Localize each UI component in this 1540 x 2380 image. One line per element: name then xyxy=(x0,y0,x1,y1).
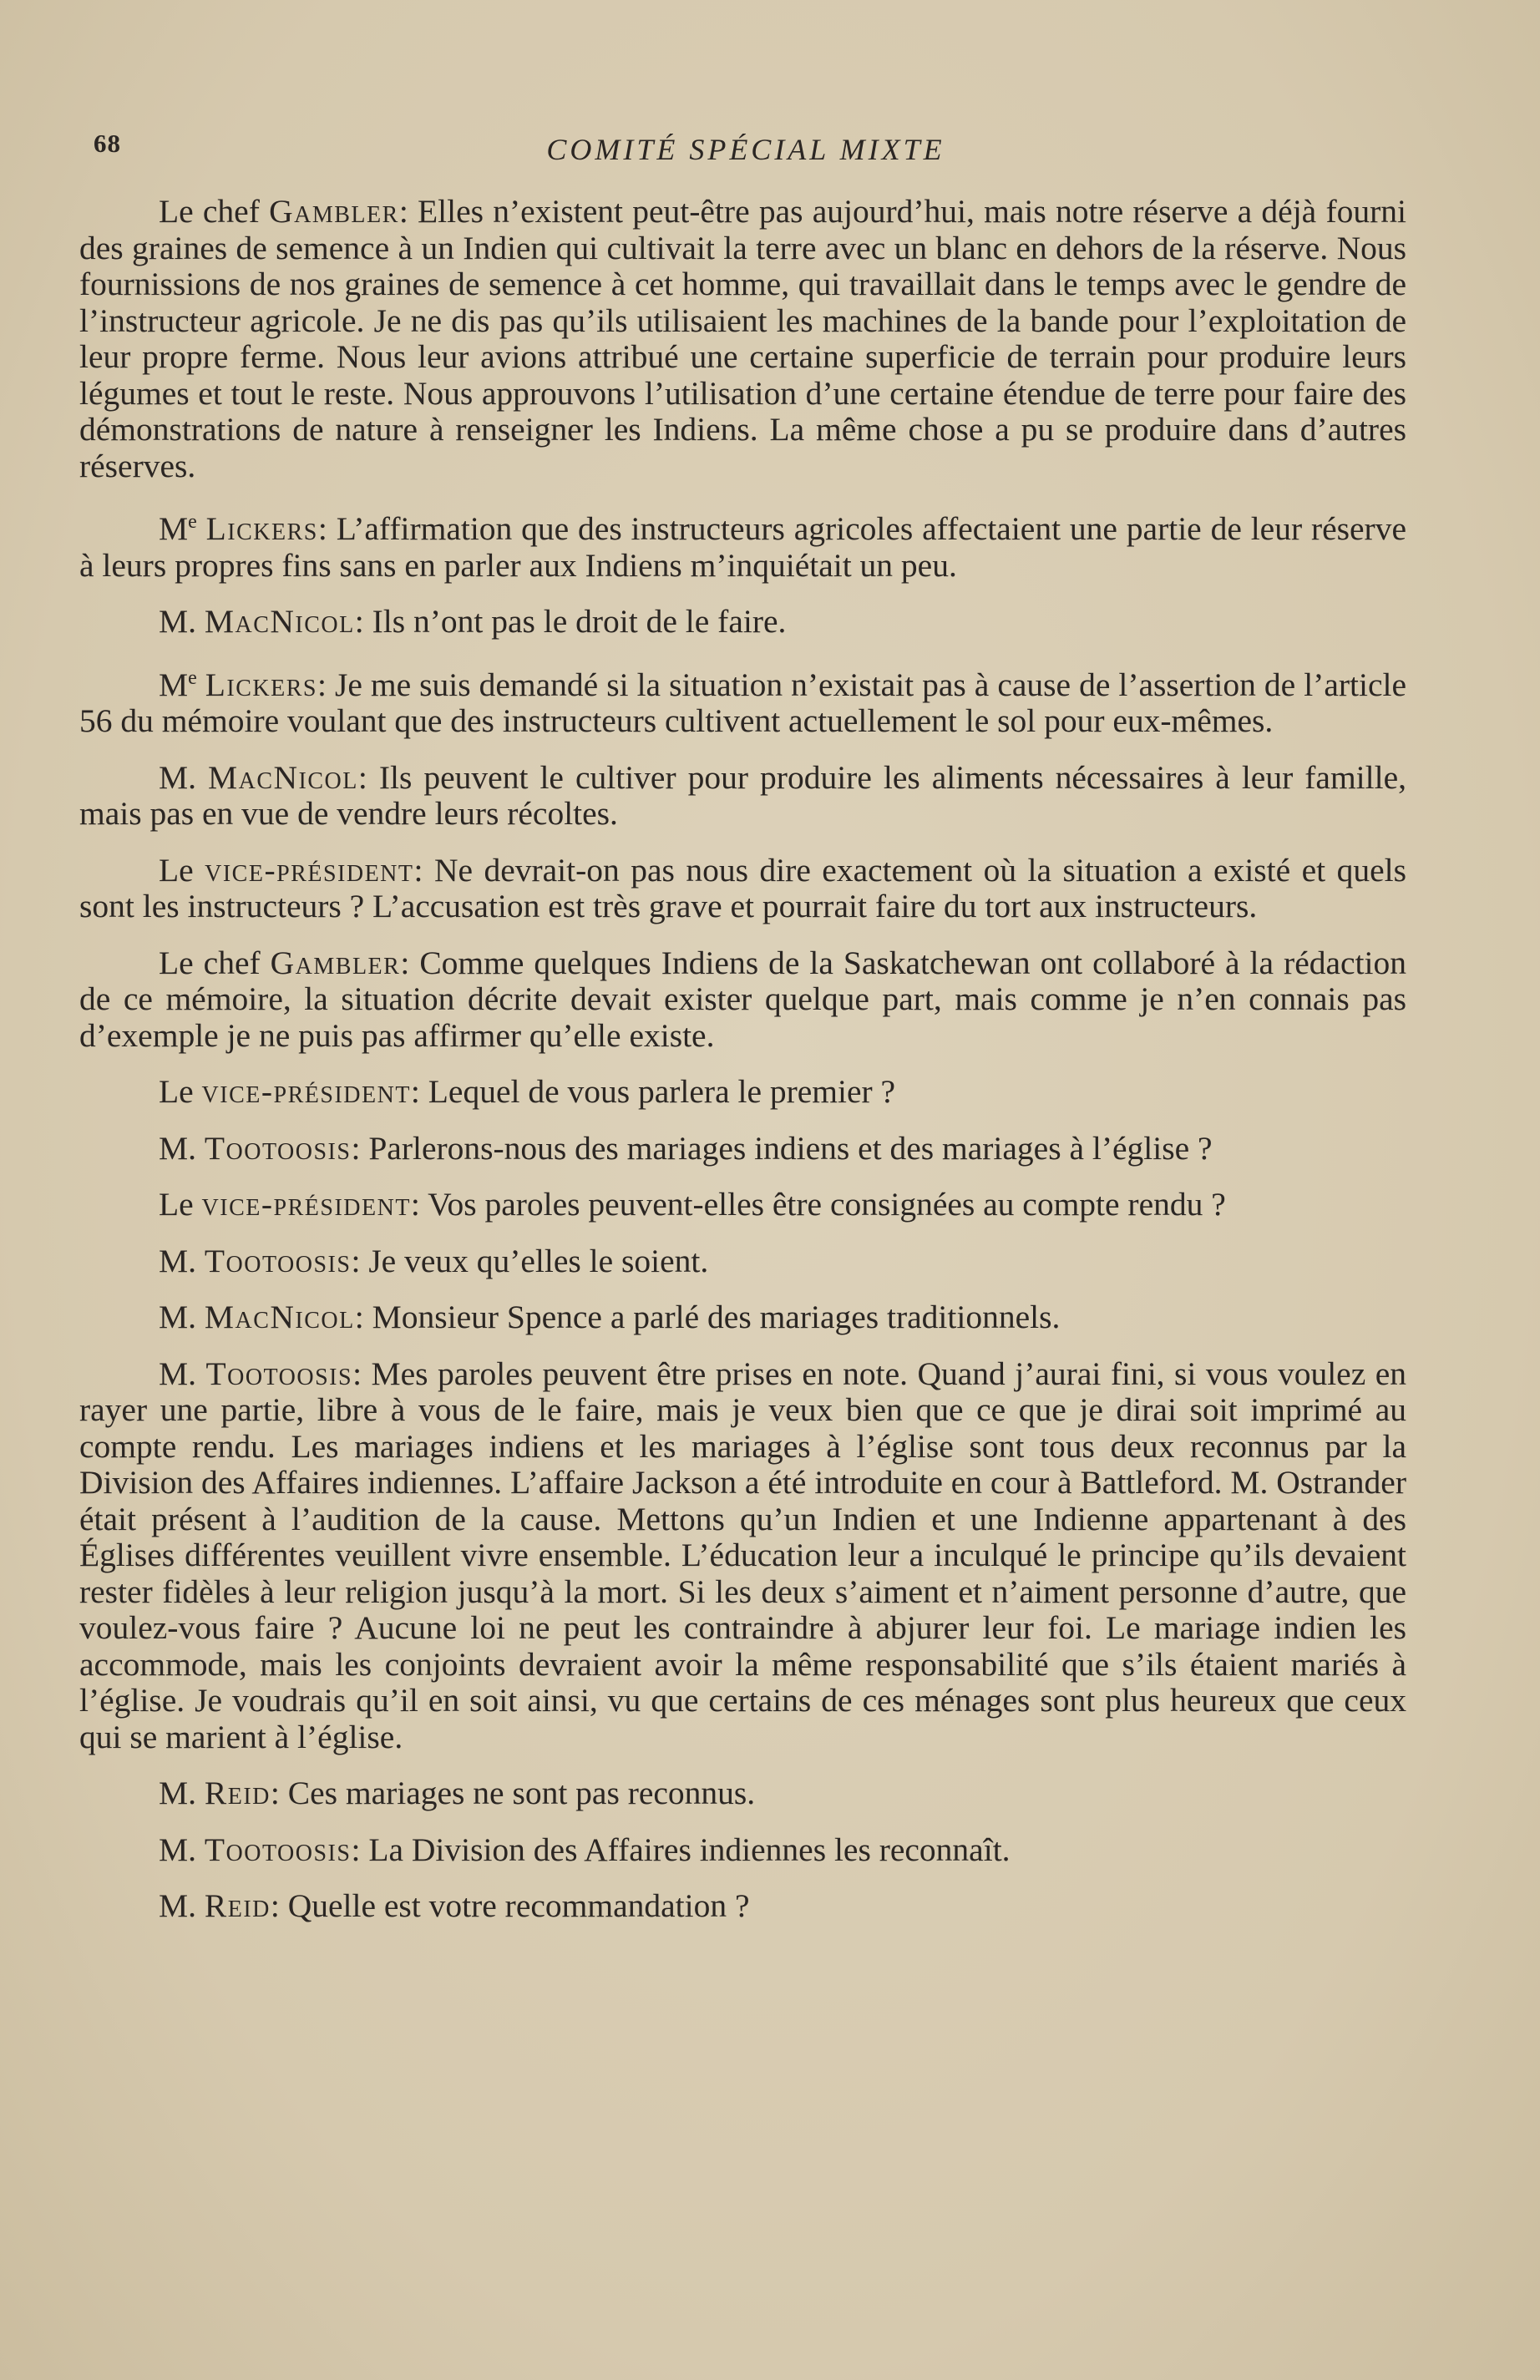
speech-text: Comme quelques Indiens de la Saskatchewan ont collaboré à la rédaction de ce mémoire, la situation décrite devait exister quelque part, mais comme je n’en connais pas d’exemple je ne puis pas affirmer qu’elle existe. xyxy=(79,944,1406,1054)
speaker-name: Tootoosis xyxy=(204,1831,352,1868)
page-number: 68 xyxy=(94,129,121,158)
speaker-prefix: M. xyxy=(159,603,205,640)
speaker-prefix: Le chef xyxy=(159,193,270,230)
speech-text: Ils n’ont pas le droit de le faire. xyxy=(372,603,787,640)
speech-paragraph: Le vice-président: Ne devrait-on pas nous dire exactement où la situation a existé et quels sont les instructeurs ? L’accusation est très grave et pourrait faire du tort aux instructeurs. xyxy=(79,851,1406,924)
speaker-name: Gambler xyxy=(269,193,399,230)
speaker-prefix: Le xyxy=(159,851,205,889)
speech-paragraph: M. Reid: Ces mariages ne sont pas reconnus. xyxy=(159,1775,756,1811)
speech-text: Elles n’existent peut-être pas aujourd’hui, mais notre réserve a déjà fourni des graines de semence à un Indien qui cultivait la terre avec un blanc en dehors de la réserve. Nous fournissions de nos graines de semence à cet homme, qui travaillait dans le temps avec le gendre de l’instructeur agricole. Je ne dis pas qu’ils utilisaient les machines de la bande pour l’exploitation de leur propre ferme. Nous leur avions attribué une certaine superficie de terrain pour produire leurs légumes et tout le reste. Nous approuvons l’utilisation d’une certaine étendue de terre pour faire des démonstrations de nature à renseigner les Indiens. La même chose a pu se produire dans d’autres réserves. xyxy=(79,193,1406,484)
speaker-prefix: M. xyxy=(159,1129,205,1167)
speech-text: Quelle est votre recommandation ? xyxy=(287,1887,750,1924)
speech-text: Parlerons-nous des mariages indiens et des mariages à l’église ? xyxy=(368,1129,1213,1167)
speaker-name: Lickers xyxy=(205,510,318,547)
speech-text: Mes paroles peuvent être prises en note. Quand j’aurai fini, si vous voulez en rayer une partie, libre à vous de le faire, mais je veux bien que ce que je dirai soit imprimé au compte rendu. Les mariages indiens et les mariages à l’église sont tous deux reconnus par la Division des Affaires indiennes. L’affaire Jackson a été introduite en cour à Battleford. M. Ostrander était présent à l’audition de la cause. Mettons qu’un Indien et une Indienne appartenant à des Églises différentes veuillent vivre ensemble. L’éducation leur a inculqué le principe qu’ils devaient rester fidèles à leur religion jusqu’à la mort. Si les deux s’aiment et n’aiment personne d’autre, que voulez-vous faire ? Aucune loi ne peut les contraindre à abjurer leur foi. Le mariage indien les accommode, mais les conjoints devraient avoir la même responsabilité que s’ils étaient mariés à l’église. Je voudrais qu’il en soit ainsi, vu que certains de ces ménages sont plus heureux que ceux qui se marient à l’église. xyxy=(79,1355,1406,1755)
speaker-prefix: Le chef xyxy=(159,944,271,981)
speaker-prefix: M. xyxy=(159,1242,205,1279)
speaker-prefix: M xyxy=(159,510,189,547)
speaker-name: Tootoosis xyxy=(204,1242,352,1279)
speaker-prefix: M. xyxy=(159,1355,206,1392)
speech-text: Monsieur Spence a parlé des mariages traditionnels. xyxy=(372,1299,1061,1335)
speech-text: Lequel de vous parlera le premier ? xyxy=(428,1073,896,1110)
speech-text: Vos paroles peuvent-elles être consignées au compte rendu ? xyxy=(428,1186,1226,1223)
speaker-name: vice-président xyxy=(201,1186,411,1223)
transcript-body xyxy=(79,194,1406,1945)
speaker-name: MacNicol xyxy=(208,758,358,796)
speaker-prefix: Le xyxy=(159,1186,202,1223)
speech-paragraph: Le vice-président: Lequel de vous parlera le premier ? xyxy=(159,1073,896,1110)
speech-paragraph: M. MacNicol: Monsieur Spence a parlé des mariages traditionnels. xyxy=(159,1299,1061,1335)
speech-text: La Division des Affaires indiennes les reconnaît. xyxy=(368,1831,1011,1868)
speech-paragraph: Me Lickers: Je me suis demandé si la situation n’existait pas à cause de l’assertion de l’article 56 du mémoire voulant que des instructeurs cultivent actuellement le sol pour eux-mêmes. xyxy=(79,666,1406,739)
speech-paragraph: M. Tootoosis: Parlerons-nous des mariages indiens et des mariages à l’église ? xyxy=(159,1129,1213,1167)
speech-paragraph: M. Tootoosis: Mes paroles peuvent être prises en note. Quand j’aurai fini, si vous voulez en rayer une partie, libre à vous de le faire, mais je veux bien que ce que je dirai soit imprimé au compte rendu. Les mariages indiens et les mariages à l’église sont tous deux reconnus par la Division des Affaires indiennes. L’affaire Jackson a été introduite en cour à Battleford. M. Ostrander était présent à l’audition de la cause. Mettons qu’un Indien et une Indienne appartenant à des Églises différentes veuillent vivre ensemble. L’éducation leur a inculqué le principe qu’ils devaient rester fidèles à leur religion jusqu’à la mort. Si les deux s’aiment et n’aiment personne d’autre, que voulez-vous faire ? Aucune loi ne peut les contraindre à abjurer leur foi. Le mariage indien les accommode, mais les conjoints devraient avoir la même responsabilité que s’ils étaient mariés à l’église. Je voudrais qu’il en soit ainsi, vu que certains de ces ménages sont plus heureux que ceux qui se marient à l’église. xyxy=(79,1355,1406,1755)
speaker-prefix: M. xyxy=(159,1299,205,1335)
speech-paragraph: Le chef Gambler: Comme quelques Indiens de la Saskatchewan ont collaboré à la rédaction de ce mémoire, la situation décrite devait exister quelque part, mais comme je n’en connais pas d’exemple je ne puis pas affirmer qu’elle existe. xyxy=(79,944,1406,1054)
speaker-prefix: M xyxy=(159,666,189,703)
speech-paragraph: Le vice-président: Vos paroles peuvent-elles être consignées au compte rendu ? xyxy=(159,1186,1226,1223)
speaker-name: Reid xyxy=(204,1887,271,1924)
speaker-name: Tootoosis xyxy=(204,1129,352,1167)
speaker-title-superscript: e xyxy=(188,666,197,689)
running-title: COMITÉ SPÉCIAL MIXTE xyxy=(546,133,945,166)
speaker-name: vice-président xyxy=(201,1073,411,1110)
speech-text: Ils peuvent le cultiver pour produire les aliments nécessaires à leur famille, mais pas en vue de vendre leurs récoltes. xyxy=(79,758,1406,832)
speech-paragraph: Le chef Gambler: Elles n’existent peut-être pas aujourd’hui, mais notre réserve a déjà fourni des graines de semence à un Indien qui cultivait la terre avec un blanc en dehors de la réserve. Nous fournissions de nos graines de semence à cet homme, qui travaillait dans le temps avec le gendre de l’instructeur agricole. Je ne dis pas qu’ils utilisaient les machines de la bande pour l’exploitation de leur propre ferme. Nous leur avions attribué une certaine superficie de terrain pour produire leurs légumes et tout le reste. Nous approuvons l’utilisation d’une certaine étendue de terre pour faire des démonstrations de nature à renseigner les Indiens. La même chose a pu se produire dans d’autres réserves. xyxy=(79,193,1406,484)
speech-paragraph: M. Tootoosis: La Division des Affaires indiennes les reconnaît. xyxy=(159,1831,1011,1868)
speaker-name: Reid xyxy=(204,1775,271,1811)
speaker-name: Lickers xyxy=(205,666,317,703)
speaker-name: vice-président xyxy=(205,851,414,889)
speech-text: Je veux qu’elles le soient. xyxy=(368,1242,709,1279)
speech-paragraph: M. MacNicol: Ils peuvent le cultiver pour produire les aliments nécessaires à leur famille, mais pas en vue de vendre leurs récoltes. xyxy=(79,758,1406,832)
speech-text: L’affirmation que des instructeurs agricoles affectaient une partie de leur réserve à leurs propres fins sans en parler aux Indiens m’inquiétait un peu. xyxy=(79,510,1406,584)
page-header xyxy=(94,125,1398,175)
speech-paragraph: M. Tootoosis: Je veux qu’elles le soient. xyxy=(159,1242,709,1279)
speaker-name: Gambler xyxy=(270,944,401,981)
speech-text: Ces mariages ne sont pas reconnus. xyxy=(287,1775,756,1811)
speech-paragraph: Me Lickers: L’affirmation que des instructeurs agricoles affectaient une partie de leur réserve à leurs propres fins sans en parler aux Indiens m’inquiétait un peu. xyxy=(79,510,1406,584)
speaker-name: Tootoosis xyxy=(205,1355,353,1392)
speaker-prefix: M. xyxy=(159,1887,205,1924)
speaker-name: MacNicol xyxy=(204,603,355,640)
speaker-prefix: M. xyxy=(159,1831,205,1868)
speaker-title-superscript: e xyxy=(188,511,197,533)
speaker-prefix: Le xyxy=(159,1073,202,1110)
speaker-name: MacNicol xyxy=(204,1299,355,1335)
speech-text: Ne devrait-on pas nous dire exactement où la situation a existé et quels sont les instructeurs ? L’accusation est très grave et pourrait faire du tort aux instructeurs. xyxy=(79,851,1406,924)
speech-text: Je me suis demandé si la situation n’existait pas à cause de l’assertion de l’article 56 du mémoire voulant que des instructeurs cultivent actuellement le sol pour eux-mêmes. xyxy=(79,666,1406,739)
speech-paragraph: M. MacNicol: Ils n’ont pas le droit de le faire. xyxy=(159,603,787,640)
speech-paragraph: M. Reid: Quelle est votre recommandation ? xyxy=(159,1887,750,1924)
speaker-prefix: M. xyxy=(159,1775,205,1811)
speaker-prefix: M. xyxy=(159,758,209,796)
